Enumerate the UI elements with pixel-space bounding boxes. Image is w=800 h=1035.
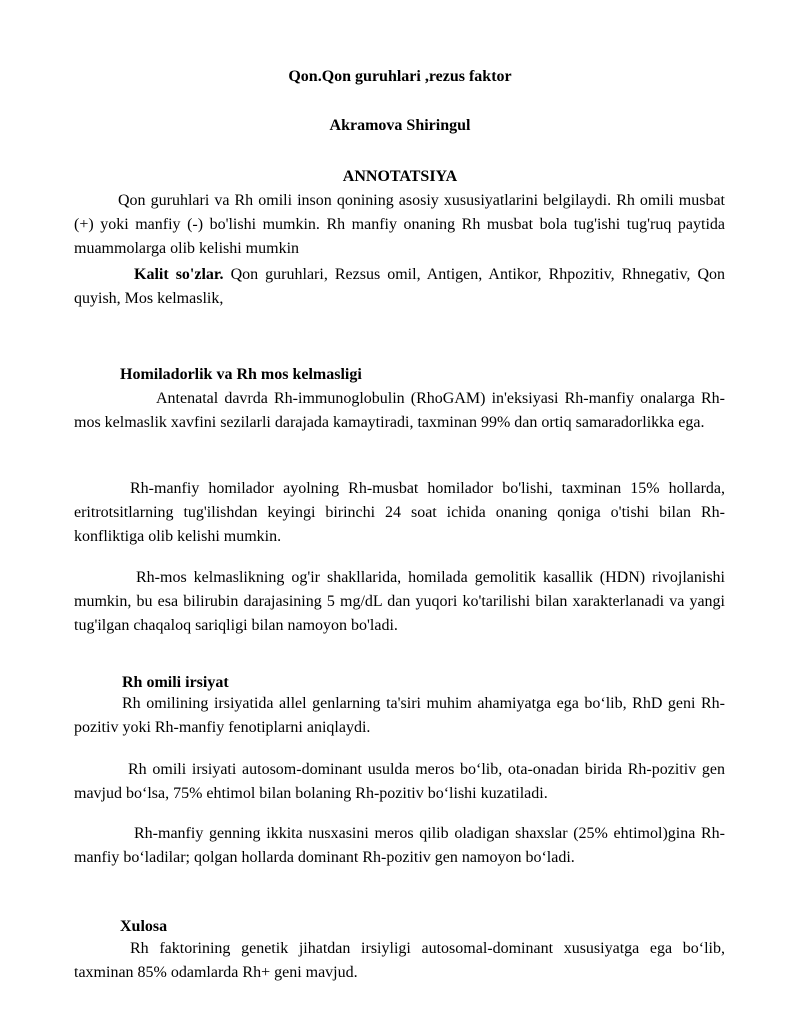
keywords-label: Kalit so'zlar.	[134, 266, 224, 283]
section-paragraph: Rh-manfiy homilador ayolning Rh-musbat homilador bo'lishi, taxminan 15% hollarda, eritrotsitlarning tug'ilishdan keyingi birinchi 24 soat ichida onaning qoniga o'tishi bilan Rh-konfliktiga olib kelishi mumkin.	[74, 480, 725, 545]
section-heading-conclusion: Xulosa	[120, 918, 168, 935]
keywords-paragraph	[74, 263, 725, 311]
section-paragraph: Rh-mos kelmaslikning og'ir shakllarida, homilada gemolitik kasallik (HDN) rivojlanishi mumkin, bu esa bilirubin darajasining 5 mg/dL dan yuqori ko'tarilishi bilan xarakterlanadi va yangi tug'ilgan chaqaloq sariqligi bilan namoyon bo'ladi.	[74, 569, 725, 634]
keywords-list: Qon guruhlari, Rezsus omil, Antigen, Antikor, Rhpozitiv, Rhnegativ, Qon quyish, Mos kelmaslik,	[74, 266, 726, 307]
author-name: Akramova Shiringul	[329, 117, 471, 134]
annotation-heading: ANNOTATSIYA	[342, 168, 458, 185]
section-paragraph: Rh-manfiy genning ikkita nusxasini meros qilib oladigan shaxslar (25% ehtimol)gina Rh-manfiy bo‘ladilar; qolgan hollarda dominant Rh-pozitiv gen namoyon bo‘ladi.	[74, 825, 725, 866]
section-heading-heredity: Rh omili irsiyat	[122, 674, 229, 691]
section-paragraph: Rh omili irsiyati autosom-dominant usulda meros bo‘lib, ota-onadan birida Rh-pozitiv gen mavjud bo‘lsa, 75% ehtimol bilan bolaning Rh-pozitiv bo‘lishi kuzatiladi.	[74, 761, 725, 802]
section-heading-pregnancy: Homiladorlik va Rh mos kelmasligi	[120, 366, 362, 383]
annotation-paragraph: Qon guruhlari va Rh omili inson qonining asosiy xususiyatlarini belgilaydi. Rh omili musbat (+) yoki manfiy (-) bo'lishi mumkin. Rh manfiy onaning Rh musbat bola tug'ishi tug'ruq paytida muammolarga olib kelishi mumkin	[74, 192, 725, 257]
section-paragraph: Rh omilining irsiyatida allel genlarning ta'siri muhim ahamiyatga ega bo‘lib, RhD geni Rh-pozitiv yoki Rh-manfiy fenotiplarni aniqlaydi.	[74, 695, 725, 736]
section-paragraph: Rh faktorining genetik jihatdan irsiyligi autosomal-dominant xususiyatga ega bo‘lib, taxminan 85% odamlarda Rh+ geni mavjud.	[74, 940, 725, 981]
document-title: Qon.Qon guruhlari ,rezus faktor	[288, 68, 512, 85]
section-paragraph: Antenatal davrda Rh-immunoglobulin (RhoGAM) in'eksiyasi Rh-manfiy onalarga Rh-mos kelmaslik xavfini sezilarli darajada kamaytiradi, taxminan 99% dan ortiq samaradorlikka ega.	[74, 390, 725, 431]
